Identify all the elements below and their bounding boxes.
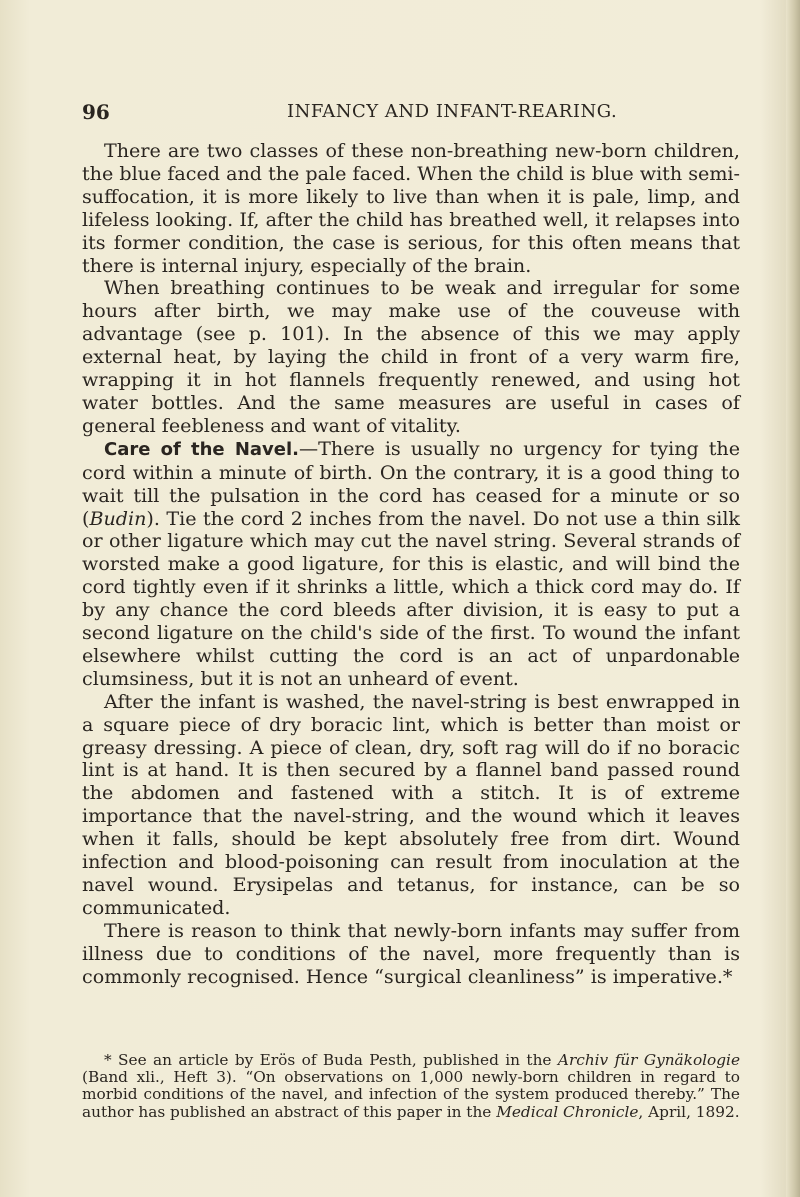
footnote [82,1052,740,1121]
footnote-text [82,1052,740,1121]
paragraph-non-breathing: There are two classes of these non-breathing new-born children, the blue faced and the pale faced. When the child is blue with semi-suffocation, it is more likely to live than when it is pale, limp, and lifeless looking. If, after the child has breathed well, it relapses into its former condition, the case is serious, for this often means that there is internal injury, especially of the brain. [82,139,740,277]
paragraph-surgical-cleanliness: There is reason to think that newly-born infants may suffer from illness due to conditions of the navel, more frequently than is commonly recognised. Hence “surgical cleanliness” is imperative.* [82,918,740,988]
footnote-publication: Medical Chronicle [496,1102,639,1121]
section-heading: Care of the Navel. [104,438,299,460]
italic-citation: Budin [89,506,147,530]
paragraph-care-of-navel [82,438,740,691]
page-edge-shadow [786,0,800,1197]
paragraph-text: ). Tie the cord 2 inches from the navel. Do not use a thin silk or other ligature which may cut the navel string. Several strands of worsted make a good ligature, for this is elastic, and will bind the cord tightly even if it shrinks a little, which a thick cord may do. If by any chance the cord bleeds after division, it is easy to put a second ligature on the child's side of the first. To wound the infant elsewhere whilst cutting the cord is an act of unpardonable clumsiness, but it is not an unheard of event. [82,506,740,690]
paragraph-navel-dressing: After the infant is washed, the navel-string is best enwrapped in a square piece of dry boracic lint, which is better than moist or greasy dressing. A piece of clean, dry, soft rag will do if no boracic lint is at hand. It is then secured by a flannel band passed round the abdomen and fastened with a stitch. It is of extreme importance that the navel-string, and the wound which it leaves when it falls, should be kept absolutely free from dirt. Wound infection and blood-poisoning can result from inoculation at the navel wound. Erysipelas and tetanus, for instance, can be so communicated. [82,689,740,919]
paragraph-text: —There is usually no urgency for tying the cord within a minute of birth. On the contrary, it is a good thing to wait till the pulsation in the cord has ceased for a minute or so ( [82,436,740,530]
paragraph-weak-breathing: When breathing continues to be weak and irregular for some hours after birth, we may make use of the couveuse with advantage (see p. 101). In the absence of this we may apply external heat, by laying the child in front of a very warm fire, wrapping it in hot flannels frequently renewed, and using hot water bottles. And the same measures are useful in cases of general feebleness and want of vitality. [82,276,740,437]
footnote-journal: Archiv für Gynäkologie [557,1051,740,1069]
page-number: 96 [82,100,110,124]
footnote-part: * See an article by Erös of Buda Pesth, published in the [104,1051,558,1069]
footnote-part: , April, 1892. [638,1102,740,1121]
footnote-part: (Band xli., Heft 3). “On observations on 1,000 newly-born children in regard to morbid conditions of the navel, and infection of the system produced thereby.” The author has published an abstract of this paper in the [82,1068,740,1121]
running-title: INFANCY AND INFANT-REARING. [287,101,618,122]
page-header [82,100,742,124]
body-text [82,140,740,989]
